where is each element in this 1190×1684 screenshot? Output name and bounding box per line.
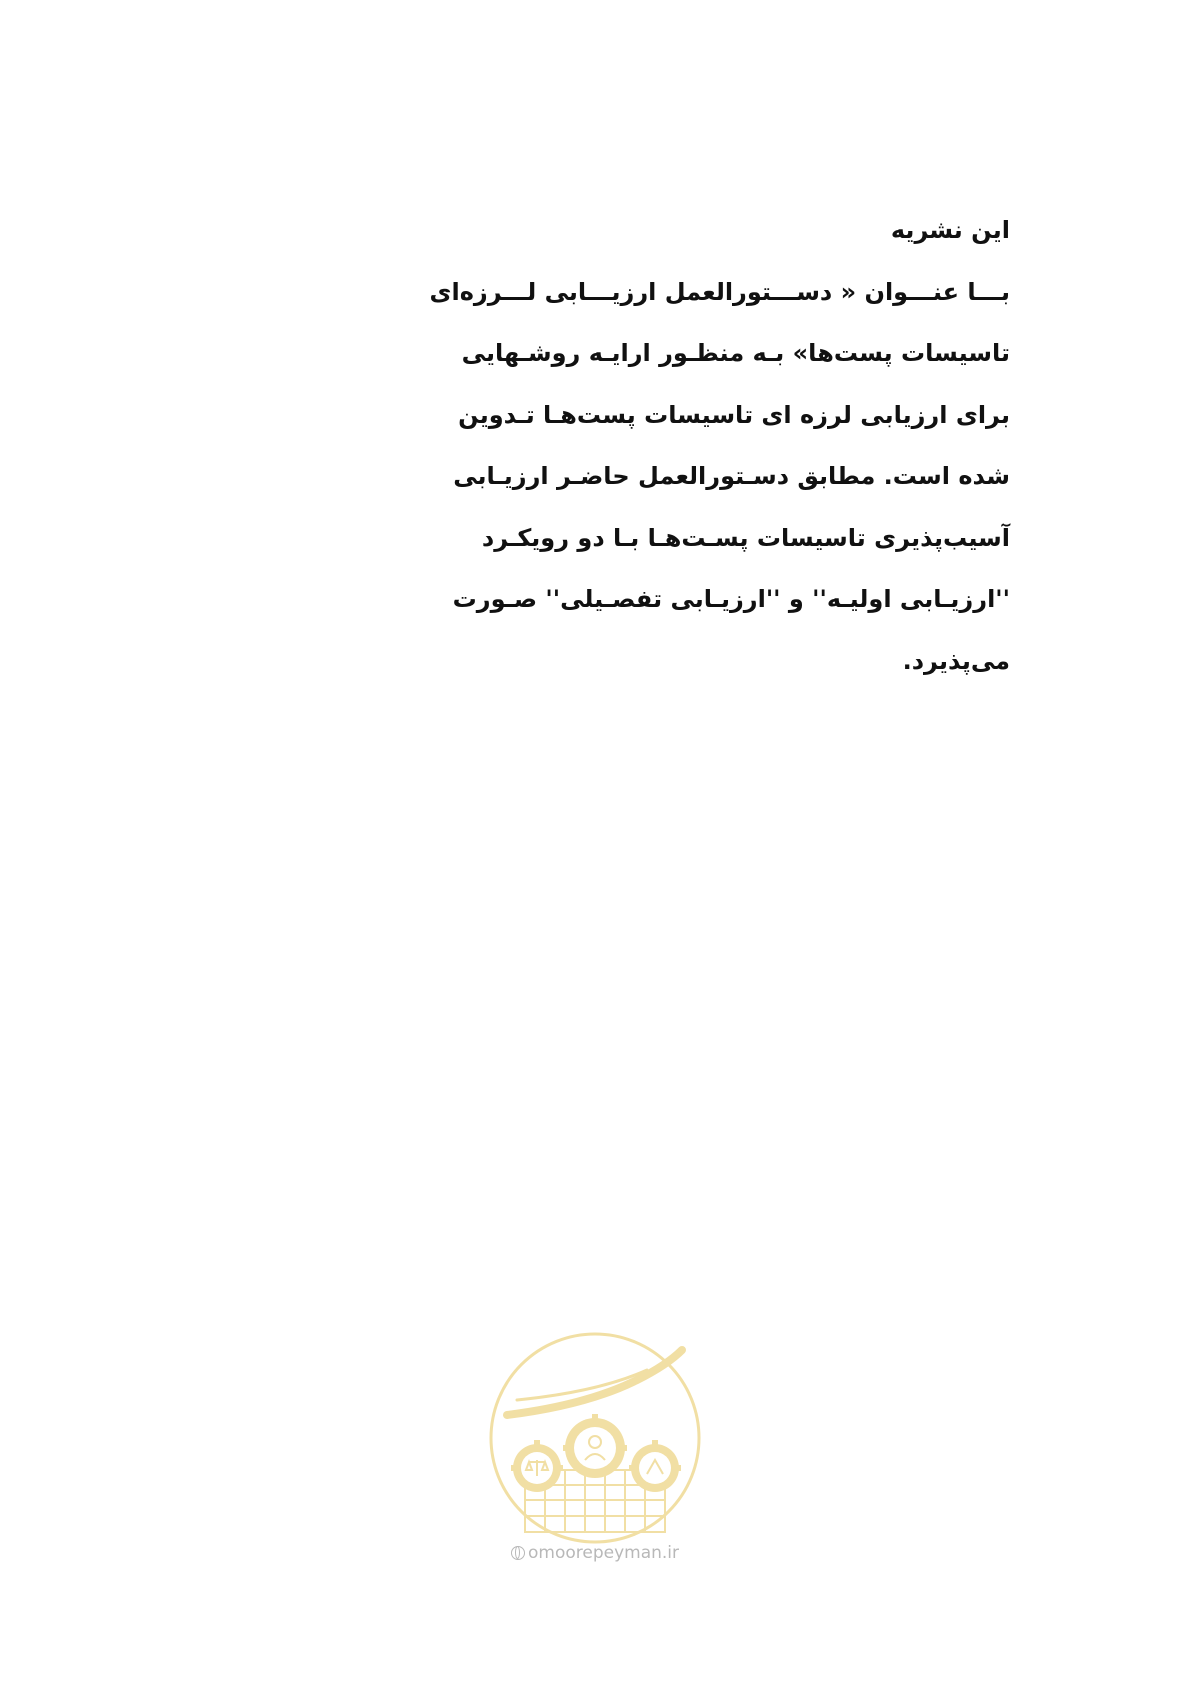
- paragraph-line: بـــا عنـــوان « دســـتورالعمل ارزیـــابی لـــرزه‌ای: [429, 277, 1010, 306]
- paragraph-line: می‌پذیرد.: [902, 646, 1010, 675]
- body-paragraph: [429, 200, 1010, 692]
- globe-icon: [511, 1546, 525, 1560]
- paragraph-line: برای ارزیابی لرزه ای تاسیسات پست‌هـا تـدوین: [458, 400, 1010, 429]
- watermark-seal-icon: [487, 1330, 703, 1546]
- watermark-logo: [487, 1330, 703, 1570]
- paragraph-line: تاسیسات پست‌ها» بـه منظـور ارایـه روشـهایی: [461, 339, 1010, 367]
- paragraph-line: این نشریه: [890, 216, 1010, 244]
- watermark-url-text: omoorepeyman.ir: [527, 1543, 680, 1563]
- paragraph-line: شده است. مطابق دسـتورالعمل حاضـر ارزیـابی: [453, 462, 1010, 490]
- paragraph-line: ''ارزیـابی اولیـه'' و ''ارزیـابی تفصـیلی'' صـورت: [452, 585, 1010, 613]
- paragraph-line: آسیب‌پذیری تاسیسات پسـت‌هـا بـا دو رویکـرد: [481, 523, 1010, 552]
- watermark-url: [487, 1543, 703, 1563]
